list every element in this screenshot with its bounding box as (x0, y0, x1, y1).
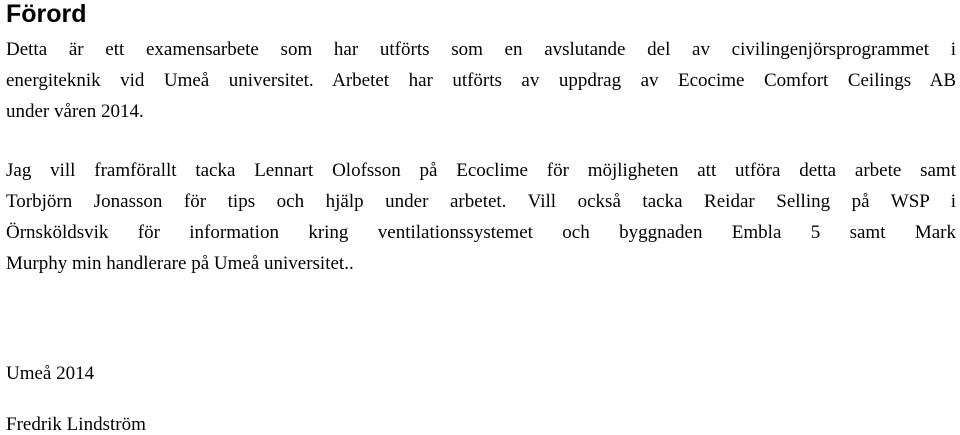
paragraph-line: Detta är ett examensarbete som har utförts som en avslutande del av civilingenjörsprogrammet i (6, 39, 956, 60)
author-name: Fredrik Lindström (6, 414, 146, 435)
paragraph-line: Örnsköldsvik för information kring ventilationssystemet och byggnaden Embla 5 samt Mark (6, 222, 956, 243)
paragraph-intro (6, 34, 956, 127)
paragraph-line: Jag vill framförallt tacka Lennart Olofsson på Ecoclime för möjligheten att utföra detta arbete samt (6, 160, 956, 181)
paragraph-line: under våren 2014. (6, 101, 144, 122)
page-title: Förord (6, 0, 87, 28)
paragraph-line: Torbjörn Jonasson för tips och hjälp under arbetet. Vill också tacka Reidar Selling på WSP i (6, 191, 956, 212)
place-date: Umeå 2014 (6, 363, 95, 384)
paragraph-line: energiteknik vid Umeå universitet. Arbetet har utförts av uppdrag av Ecocime Comfort Ceilings AB (6, 70, 956, 91)
paragraph-line: Murphy min handlerare på Umeå universitet.. (6, 253, 354, 274)
paragraph-acknowledgements (6, 155, 956, 279)
